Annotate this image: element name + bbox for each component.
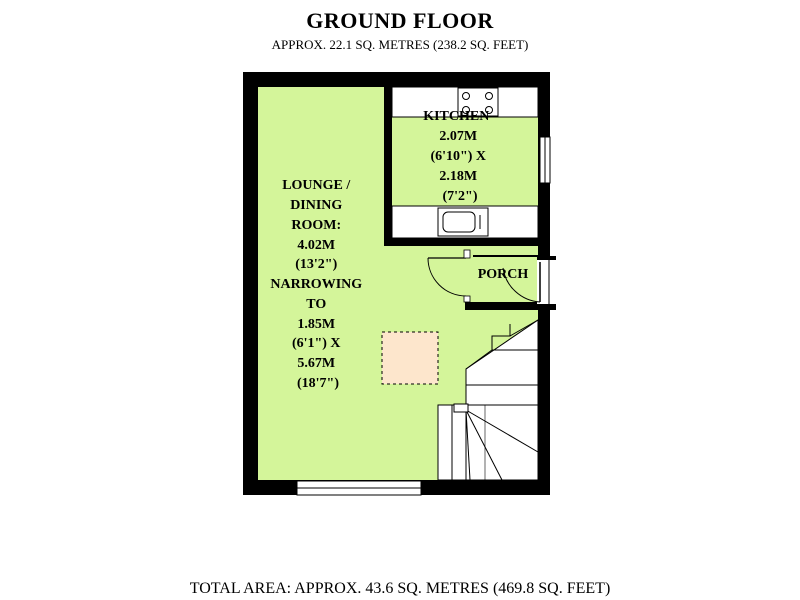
lounge-label-line: 5.67M	[297, 356, 336, 371]
lounge-label-line: LOUNGE /	[282, 178, 351, 193]
floor-title: GROUND FLOOR	[306, 8, 494, 33]
kitchen-label-line: (6'10") X	[430, 149, 487, 164]
sink-icon	[438, 208, 488, 236]
lounge-label-line: ROOM:	[291, 218, 342, 233]
lounge-label-line: (18'7")	[297, 376, 339, 391]
kitchen-window	[540, 137, 550, 183]
lounge-label-line: 4.02M	[297, 238, 336, 253]
front-window	[297, 481, 421, 495]
floor-area-subtitle: APPROX. 22.1 SQ. METRES (238.2 SQ. FEET)	[271, 37, 529, 52]
lounge-label-line: (13'2")	[295, 257, 338, 272]
lounge-label-line: 1.85M	[297, 317, 336, 332]
lounge-label-line: TO	[306, 297, 327, 312]
kitchen-label-line: 2.07M	[439, 129, 478, 144]
total-area: TOTAL AREA: APPROX. 43.6 SQ. METRES (469.8 SQ. FEET)	[189, 580, 611, 597]
lounge-label-line: DINING	[290, 198, 343, 213]
kitchen-label-line: 2.18M	[439, 169, 478, 184]
kitchen-label-line: (7'2")	[442, 189, 478, 204]
rug	[382, 332, 438, 384]
porch-label: PORCH	[477, 267, 529, 282]
kitchen-label-line: KITCHEN	[423, 109, 490, 124]
lounge-label-line: NARROWING	[270, 277, 363, 292]
lounge-label-line: (6'1") X	[291, 336, 341, 351]
